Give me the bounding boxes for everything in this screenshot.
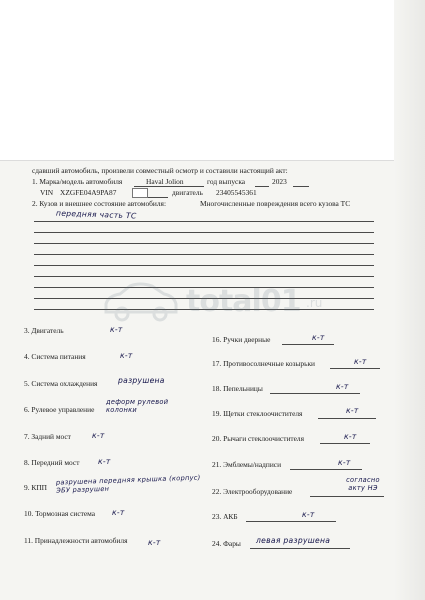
page-edge-shadow [394,0,425,600]
item-11-note: к-т [148,538,161,547]
year-value: 2023 [272,177,287,186]
engine-number: 23405545361 [216,188,257,197]
item-23-underline [246,521,336,522]
body-condition-printed-note: Многочисленные повреждения всего кузова ТС [200,199,351,208]
body-condition-handwritten-note: передняя часть ТС [55,208,137,221]
item-3-note: к-т [110,325,123,334]
ruled-line [34,254,374,255]
item-17-underline [330,368,380,369]
item-16-note: к-т [312,333,325,342]
item-9-label: 9. КПП [24,483,47,492]
ruled-line [34,221,374,222]
item-19-label: 19. Щетки стеклоочистителя [212,409,303,418]
item-24-note: левая разрушена [256,536,331,545]
item-24-label: 24. Фары [212,539,241,548]
item-7-note: к-т [92,431,105,440]
ruled-line [34,243,374,244]
make-model-underline [134,186,204,187]
ruled-line [34,265,374,266]
make-model-value: Haval Jolion [146,177,184,186]
item-21-note: к-т [338,458,351,467]
item-7-label: 7. Задний мост [24,432,71,441]
item-5-label: 5. Система охлаждения [24,379,98,388]
item-18-note: к-т [336,382,349,391]
ruled-line [34,232,374,233]
item-6-label: 6. Рулевое управление [24,405,95,414]
item-22-underline [310,496,384,497]
item-10-note: к-т [112,508,125,517]
item-11-label: 11. Принадлежности автомобиля [24,536,128,545]
watermark [100,278,340,326]
vin-underline [148,197,168,198]
year-label: год выпуска [207,177,246,186]
item-22-label: 22. Электрооборудование [212,487,293,496]
item-19-underline [318,418,376,419]
item-9-note: разрушена передняя крышка (корпус) ЭБУ разрушен [55,473,201,495]
ruled-line [34,276,374,277]
item-18-label: 18. Пепельницы [212,384,263,393]
year-underline-left [255,186,269,187]
redacted-header-area [0,0,394,161]
item-20-underline [320,443,370,444]
item-20-note: к-т [344,432,357,441]
intro-line: сдавший автомобиль, произвели совместный осмотр и составили настоящий акт: [32,166,288,175]
item-17-label: 17. Противосолнечные козырьки [212,359,316,368]
item-16-underline [282,344,334,345]
item-10-label: 10. Тормозная система [24,509,96,518]
item-5-note: разрушена [118,376,165,385]
item-22-note: согласно акту НЭ [346,476,380,492]
engine-label: двигатель [172,188,203,197]
vin-value: XZGFE04A9PA87 [60,188,117,197]
item-6-note: деформ рулевой колонки [106,398,169,414]
watermark-car-icon [100,278,180,326]
item-18-underline [270,393,360,394]
item-4-label: 4. Система питания [24,352,86,361]
watermark-text: total01 [186,284,301,319]
item-24-underline [250,548,350,549]
item-8-note: к-т [98,457,111,466]
item-3-label: 3. Двигатель [24,326,64,335]
item-19-note: к-т [346,406,359,415]
item-21-label: 21. Эмблемы/надписи [212,460,282,469]
body-condition-label: 2. Кузов и внешнее состояние автомобиля: [32,199,167,208]
item-23-label: 23. АКБ [212,512,238,521]
item-16-label: 16. Ручки дверные [212,335,271,344]
year-underline-right [293,186,309,187]
vin-redaction-box [132,188,148,198]
item-21-underline [290,469,362,470]
vin-label: VIN [40,188,54,197]
item-4-note: к-т [120,351,133,360]
item-23-note: к-т [302,510,315,519]
item-20-label: 20. Рычаги стеклоочистителя [212,434,304,443]
item-17-note: к-т [354,357,367,366]
item-8-label: 8. Передний мост [24,458,80,467]
watermark-tld: .ru [306,296,323,310]
make-model-label: 1. Марка/модель автомобиля [32,177,123,186]
